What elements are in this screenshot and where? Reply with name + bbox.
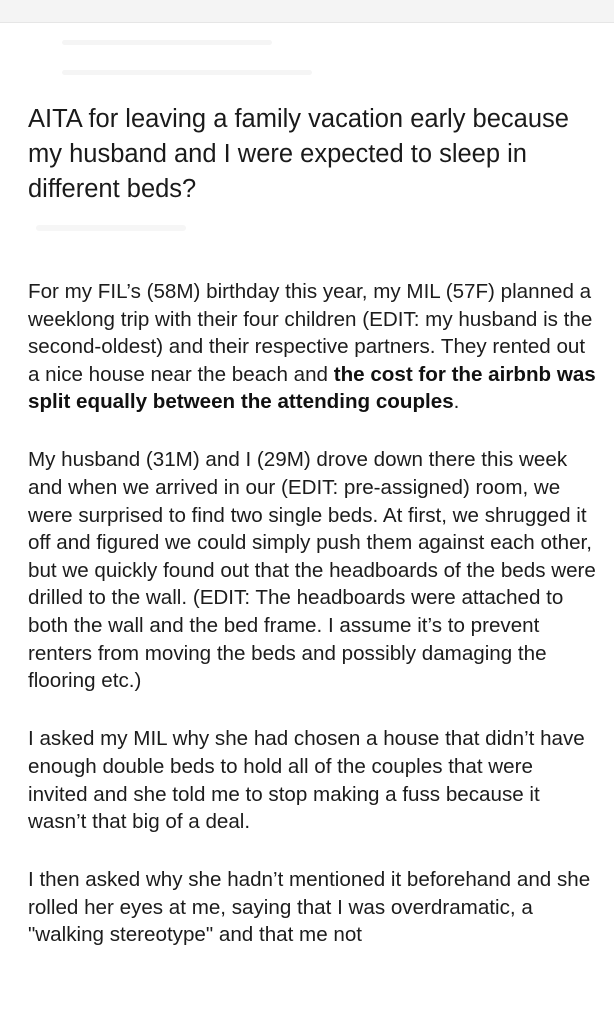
paragraph-text-end: . — [453, 390, 460, 414]
paragraph-text: For my FIL’s (58M) birthday this year, my MIL (57F) planned a weeklong trip with their four children (EDIT: my husband is the second-oldest) and their respective partners. They rented out a nice house near the beach and — [28, 280, 593, 386]
faded-meta-line — [36, 225, 186, 231]
post-body — [28, 278, 598, 949]
faded-header-line — [62, 40, 272, 45]
post-paragraph — [28, 278, 598, 416]
post-title: AITA for leaving a family vacation early because my husband and I were expected to sleep in different beds? — [28, 105, 569, 203]
paragraph-bold-text: the cost for the airbnb was split equally between the attending couples — [28, 362, 596, 414]
paragraph-text: My husband (31M) and I (29M) drove down there this week and when we arrived in our (EDIT: pre-assigned) room, we were surprised to find two single beds. At first, we shrugged it off and figured we could simply push them against each other, but we quickly found out that the headboards of the beds were drilled to the wall. (EDIT: The headboards were attached to both the wall and the bed frame. I assume it’s to prevent renters from moving the beds and possibly damaging the flooring etc.) — [28, 448, 596, 693]
paragraph-text: I asked my MIL why she had chosen a house that didn’t have enough double beds to hold all of the couples that were invited and she told me to stop making a fuss because it wasn’t that big of a deal. — [28, 727, 585, 834]
post-paragraph — [28, 725, 598, 835]
post — [28, 102, 598, 979]
faded-header-line — [62, 70, 312, 75]
top-bar — [0, 0, 614, 23]
post-paragraph — [28, 866, 598, 949]
paragraph-text: I then asked why she hadn’t mentioned it beforehand and she rolled her eyes at me, saying that I was overdramatic, a "walking stereotype" and that me not — [28, 868, 591, 947]
post-paragraph — [28, 446, 598, 694]
